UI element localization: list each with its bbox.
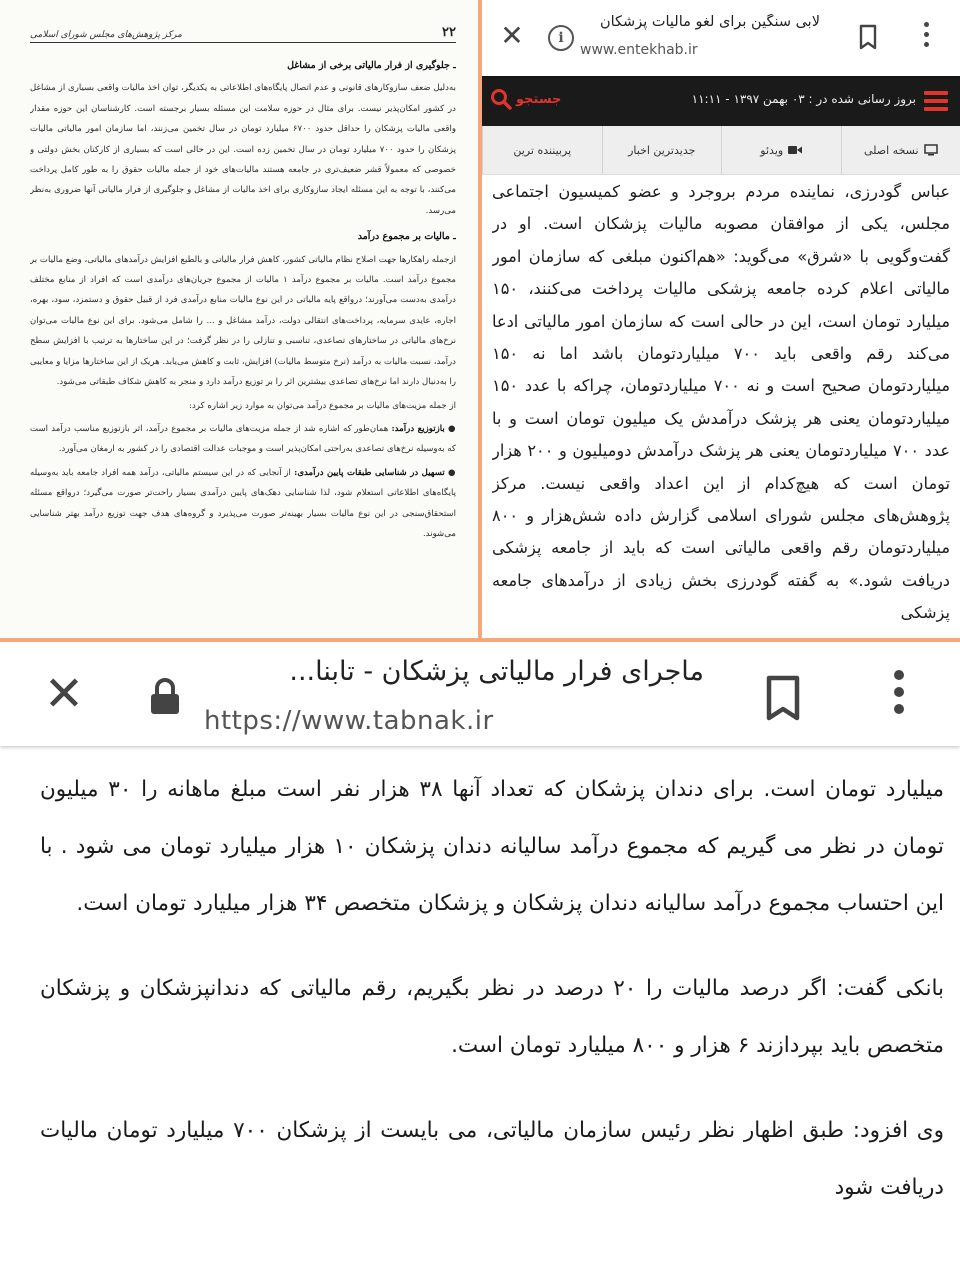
bullet-redistribution-title: بازتوزیع درآمد: (391, 423, 445, 434)
entekhab-browser-toolbar (482, 0, 960, 76)
report-paragraph-3: از جمله مزیت‌های مالیات بر مجموع درآمد می‌توان به موارد زیر اشاره کرد: (189, 400, 456, 411)
tabnak-cut-off-line (40, 748, 944, 761)
report-body (30, 50, 456, 638)
update-timestamp: بروز رسانی شده در : ۰۳ بهمن ۱۳۹۷ - ۱۱:۱۱ (691, 92, 916, 106)
search-button[interactable] (490, 88, 561, 110)
tab-video[interactable] (721, 126, 841, 174)
close-icon[interactable]: ✕ (43, 666, 85, 722)
bullet-redistribution-text: همان‌طور که اشاره شد از جمله مزیت‌های مالیات بر مجموع درآمد، اثر بازتوزیع مناسب درآمد است که به‌وسیله نرخ‌های تصاعدی به‌راحتی امکان‌پذیر است و موجبات عدالت اقتصادی را در کشور به ارمغان می‌آورد. (30, 423, 456, 455)
tab-most-viewed-label: پربیننده ترین (513, 143, 572, 157)
entekhab-site-header (482, 76, 960, 126)
hamburger-menu-icon[interactable] (924, 91, 948, 111)
entekhab-browser (482, 0, 960, 638)
lock-icon (148, 676, 182, 716)
bullet-low-income-text: از آنجایی که در این سیستم مالیاتی، درآمد همه افراد جامعه باید به‌وسیله پایگاه‌های اطلاعاتی استعلام شود، لذا شناسایی دهک‌های پایین درآمدی بسیار راحت‌تر صورت می‌گیرد؛ درواقع مسئله استحقاق‌سنجی در این نوع مالیات بسیار بهینه‌تر صورت می‌پذیرد و گروه‌های هدف جهت توزیع درآمد بهتر شناسایی می‌شوند. (30, 467, 456, 539)
bullet-low-income-title: تسهیل در شناسایی طبقات پایین درآمدی: (294, 467, 445, 478)
tabnak-page-title: ماجرای فرار مالیاتی پزشکان - تابنا... (289, 656, 704, 687)
bookmark-icon[interactable] (764, 674, 802, 722)
search-icon (490, 88, 512, 110)
tabnak-browser-toolbar (0, 642, 960, 746)
tab-main-version[interactable] (841, 126, 960, 174)
tab-video-label: ویدئو (760, 143, 784, 157)
tab-main-version-label: نسخه اصلی (863, 143, 919, 157)
tab-most-viewed[interactable] (482, 126, 602, 174)
tabnak-paragraph-1: میلیارد تومان است. برای دندان پزشکان که تعداد آنها ۳۸ هزار نفر است مبلغ ماهانه را ۳۰ میلیون تومان در نظر می گیریم که مجموع درآمد سالیانه دندان پزشکان ۱۰ هزار میلیارد تومان می شود . با این احتساب مجموع درآمد سالیانه دندان پزشکان و پزشکان متخصص ۳۴ هزار میلیارد تومان است. (40, 777, 944, 916)
entekhab-article-body (492, 176, 950, 638)
info-icon[interactable]: i (548, 25, 574, 51)
entekhab-page-title: لابی سنگین برای لغو مالیات پزشکان (599, 14, 820, 30)
more-options-icon[interactable] (922, 22, 930, 52)
report-institution: مرکز پژوهش‌های مجلس شورای اسلامی (30, 30, 182, 40)
more-options-icon[interactable] (892, 670, 906, 726)
report-bullet-low-income: ● تسهیل در شناسایی طبقات پایین درآمدی: از آنجایی که در این سیستم مالیاتی، درآمد همه افراد جامعه باید به‌وسیله پایگاه‌های اطلاعاتی استعلام شود، لذا شناسایی دهک‌های پایین درآمدی بسیار راحت‌تر صورت می‌گیرد؛ درواقع مسئله استحقاق‌سنجی در این نوع مالیات بسیار بهینه‌تر صورت می‌پذیرد و گروه‌های هدف جهت توزیع درآمد بهتر شناسایی می‌شوند. (30, 467, 456, 539)
report-bullet-redistribution: ● بازتوزیع درآمد: همان‌طور که اشاره شد از جمله مزیت‌های مالیات بر مجموع درآمد، اثر بازتوزیع مناسب درآمد است که به‌وسیله نرخ‌های تصاعدی به‌راحتی امکان‌پذیر است و موجبات عدالت اقتصادی را در کشور به ارمغان می‌آورد. (30, 423, 456, 455)
entekhab-tab-bar (482, 126, 960, 175)
tab-latest-news[interactable] (602, 126, 722, 174)
report-heading-income-tax: ـ مالیات بر مجموع درآمد (357, 231, 456, 243)
report-page-number: ۲۲ (442, 25, 456, 40)
tab-latest-news-label: جدیدترین اخبار (628, 143, 696, 157)
report-header (30, 14, 456, 43)
tabnak-browser (0, 642, 960, 1280)
entekhab-article-text: عباس گودرزی، نماینده مردم بروجرد و عضو کمیسیون اجتماعی مجلس، یکی از موافقان مصوبه مالیات پزشکان است. او در گفت‌وگویی با «شرق» می‌گوید: «هم‌اکنون مبلغی که سازمان امور مالیاتی اعلام کرده جامعه پزشکی مالیات پرداخت می‌کنند، ۱۵۰ میلیارد تومان است، این در حالی است که سازمان امور مالیاتی ادعا می‌کند رقم واقعی باید ۷۰۰ میلیاردتومان باشد اما نه ۱۵۰ میلیاردتومان صحیح است و نه ۷۰۰ میلیاردتومان، چراکه با عدد ۱۵۰ میلیاردتومان یعنی هر پزشک درآمدش یک میلیون تومان است و با عدد ۷۰۰ میلیاردتومان یعنی هر پزشک درآمدش دومیلیون و ۲۰۰ هزار تومان است که هیچ‌کدام از این اعداد واقعی نیست. مرکز پژوهش‌های مجلس شورای اسلامی گزارش داده شش‌هزار و ۸۰۰ میلیاردتومان رقم واقعی مالیاتی است که باید از جامعه پزشکی دریافت شود.» به گفته گودرزی بخش زیادی از درآمدهای جامعه پزشکی (492, 182, 950, 623)
tabnak-article-body (40, 748, 944, 1280)
search-label: جستجو (516, 91, 562, 107)
report-page-scan (0, 0, 478, 638)
tabnak-url[interactable]: https://www.tabnak.ir (204, 706, 494, 736)
report-paragraph-2: ازجمله راهکارها جهت اصلاح نظام مالیاتی کشور، کاهش فرار مالیاتی و بالطبع افزایش درآمدهای مالیاتی، وضع مالیات بر مجموع درآمد است. مالیات بر مجموع درآمد ۱ مالیات از مجموع جریان‌های درآمدی است که افراد از منابع مختلف درآمدی به‌دست می‌آورند؛ درواقع پایه مالیاتی در این نوع مالیات منابع درآمدی فرد از قبیل حقوق و دستمزد، سود، بهره، اجاره، عایدی سرمایه، پرداخت‌های انتقالی دولت، درآمد مشاغل و ... را شامل می‌شود. برای این نوع مالیات می‌توان نرخ‌های مالیاتی در ساختارهای تصاعدی، تناسبی و تنازلی را در نظر گرفت؛ در این ساختارها به ترتیب با افزایش سطح درآمد، نسبت مالیات به درآمد (نرخ متوسط مالیات) افزایش، ثابت و کاهش می‌یابد. هریک از این ساختارها مزایا و معایبی را به‌دنبال دارند اما نرخ‌های تصاعدی بیشترین اثر را بر توزیع درآمد دارد و منجر به کاهش شکاف طبقاتی می‌شود. (30, 254, 456, 388)
close-icon[interactable]: ✕ (500, 19, 524, 52)
tabnak-paragraph-2: بانکی گفت: اگر درصد مالیات را ۲۰ درصد در نظر بگیریم، رقم مالیاتی که دندانپزشکان و پزشکان متخصص باید بپردازند ۶ هزار و ۸۰۰ میلیارد تومان است. (40, 976, 944, 1058)
report-paragraph-1: به‌دلیل ضعف سازوکارهای قانونی و عدم اتصال پایگاه‌های اطلاعاتی به یکدیگر، توان اخذ مالیات واقعی بسیاری از مشاغل در کشور امکان‌پذیر نیست. برای مثال در حوزه سلامت این مسئله بسیار برجسته است. کارشناسان این حوزه مقدار واقعی مالیات پزشکان را حداقل حدود ۶۷۰۰ میلیارد تومان در سال تخمین می‌زنند، اما سازمان امور مالیاتی مالیات پزشکان را حدود ۷۰۰ میلیارد تومان در سال تخمین زده است. این در حالی است که بسیاری از کارکنان بخش دولتی و خصوصی که معمولاً قشر ضعیف‌تری در جامعه هستند مالیات‌های خود از جمله مالیات حقوق را به طور کامل پرداخت می‌کنند، با توجه به این مسئله ایجاد سازوکاری برای اخذ مالیات از مشاغل و جلوگیری از فرار مالیاتی آنها ضروری به‌نظر می‌رسد. (30, 83, 456, 216)
entekhab-url[interactable]: www.entekhab.ir (580, 42, 698, 58)
tabnak-paragraph-3: وی افزود: طبق اظهار نظر رئیس سازمان مالیاتی، می بایست از پزشکان ۷۰۰ میلیارد تومان مالیات دریافت شود (40, 1118, 944, 1200)
monitor-icon (924, 144, 938, 156)
report-heading-tax-evasion: ـ جلوگیری از فرار مالیاتی برخی از مشاغل (287, 60, 456, 71)
bookmark-icon[interactable] (858, 24, 878, 50)
video-camera-icon (788, 145, 802, 155)
